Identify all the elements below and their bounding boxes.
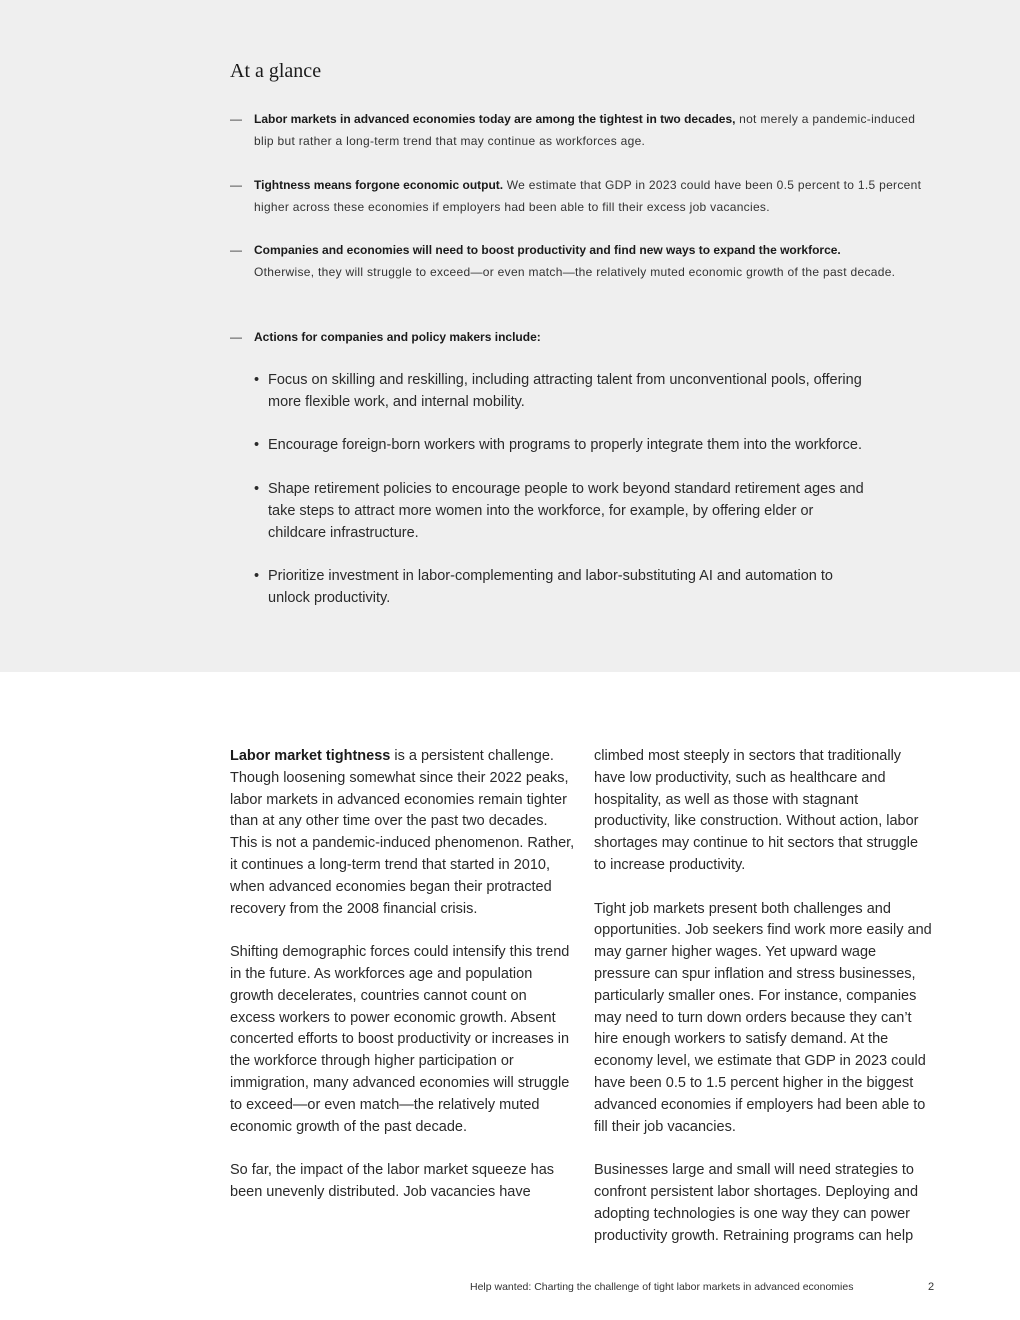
dash-marker: — <box>230 178 242 192</box>
body-paragraph: Labor market tightness is a persistent challenge. Though loosening somewhat since their 2022 peaks, labor markets in advanced economies remain tighter than at any other time over the past two decades. This is not a pandemic-induced phenomenon. Rather, it continues a long-term trend that started in 2010, when advanced economies began their protracted recovery from the 2008 financial crisis. <box>230 748 575 917</box>
action-item: • Encourage foreign-born workers with programs to properly integrate them into the workforce. <box>254 434 914 456</box>
key-point <box>230 327 930 349</box>
body-paragraph: Shifting demographic forces could intensify this trend in the future. As workforces age and population growth decelerates, countries cannot count on excess workers to power economic growth. Absent concerted efforts to boost productivity or increases in the workforce through higher participation or immigration, many advanced economies will struggle to exceed—or even match—the relatively muted economic growth of the past decade. <box>230 944 570 1135</box>
dash-marker: — <box>230 330 242 344</box>
page-number: 2 <box>928 1281 935 1293</box>
at-a-glance-title: At a glance <box>230 60 322 82</box>
body-paragraph: climbed most steeply in sectors that traditionally have low productivity, such as healthcare and hospitality, as well as those with stagnant productivity, like construction. Without action, labor shortages may continue to hit sectors that struggle to increase productivity. <box>594 748 919 873</box>
key-point-text: Tightness means forgone economic output. We estimate that GDP in 2023 could have been 0.5 percent to 1.5 percent higher across these economies if employers had been able to fill their excess job vacancies. <box>254 178 922 214</box>
body-paragraph: Tight job markets present both challenges and opportunities. Job seekers find work more easily and may garner higher wages. Yet upward wage pressure can spur inflation and stress businesses, particularly smaller ones. For instance, companies may need to turn down orders because they can’t hire enough workers to satisfy demand. At the economy level, we estimate that GDP in 2023 could have been 0.5 to 1.5 percent higher in the biggest advanced economies if employers had been able to fill their job vacancies. <box>594 900 932 1135</box>
body-column-right <box>594 746 934 1269</box>
action-item: • Prioritize investment in labor-complementing and labor-substituting AI and automation to unlock productivity. <box>254 565 864 609</box>
key-point-text: Companies and economies will need to boost productivity and find new ways to expand the workforce. Otherwise, they will struggle to exceed—or even match—the relatively muted economic growth of the past decade. <box>254 243 896 279</box>
key-point <box>230 175 930 218</box>
bullet-dot: • <box>254 437 260 453</box>
key-point <box>230 240 930 283</box>
action-item: • Focus on skilling and reskilling, including attracting talent from unconventional pools, offering more flexible work, and internal mobility. <box>254 369 884 413</box>
key-point-text: Labor markets in advanced economies today are among the tightest in two decades, not merely a pandemic-induced blip but rather a long-term trend that may continue as workforces age. <box>254 112 916 148</box>
bullet-dot: • <box>254 568 260 584</box>
action-item: • Shape retirement policies to encourage people to work beyond standard retirement ages and take steps to attract more women into the workforce, for example, by offering elder or childcare infrastructure. <box>254 478 864 544</box>
bullet-dot: • <box>254 481 260 497</box>
dash-marker: — <box>230 243 242 257</box>
footer-report-title: Help wanted: Charting the challenge of tight labor markets in advanced economies <box>470 1281 854 1293</box>
lead-term: Labor market tightness <box>230 748 391 764</box>
body-paragraph: So far, the impact of the labor market squeeze has been unevenly distributed. Job vacancies have <box>230 1162 555 1200</box>
body-paragraph: Businesses large and small will need strategies to confront persistent labor shortages. Deploying and adopting technologies is one way they can power productivity growth. Retraining programs can help <box>594 1162 919 1244</box>
key-point-text: Actions for companies and policy makers include: <box>254 330 541 344</box>
dash-marker: — <box>230 112 242 126</box>
body-column-left <box>230 746 575 1226</box>
key-point <box>230 109 930 152</box>
bullet-dot: • <box>254 372 260 388</box>
